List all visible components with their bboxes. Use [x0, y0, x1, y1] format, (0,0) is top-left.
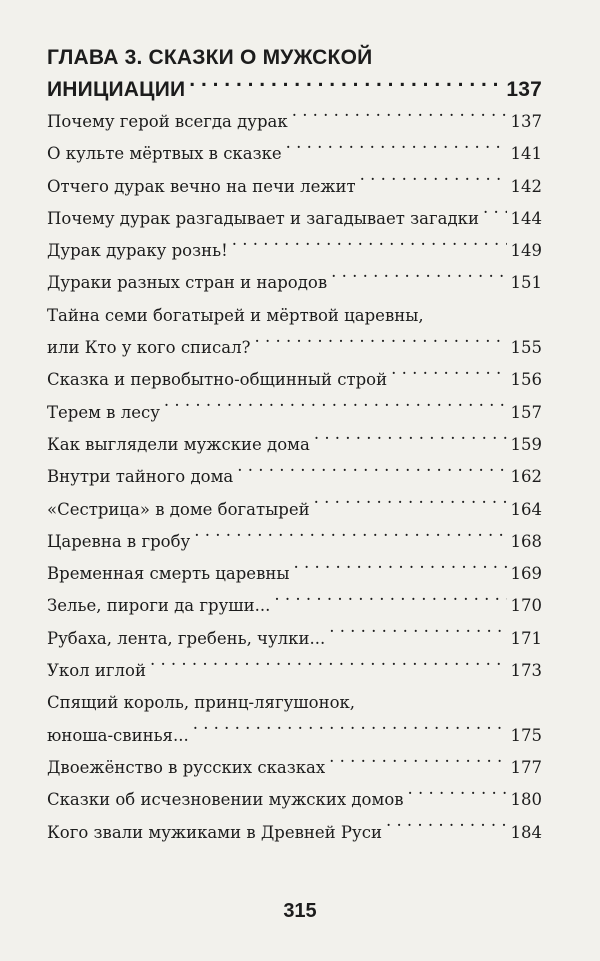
table-of-contents [47, 42, 542, 849]
dot-leader [391, 369, 506, 386]
dot-leader [254, 337, 506, 354]
dot-leader [164, 401, 507, 418]
toc-entry-title: Как выглядели мужские дома [47, 434, 310, 454]
toc-entry-page: 171 [510, 628, 542, 648]
toc-entry-line [47, 364, 542, 396]
dot-leader [294, 563, 507, 580]
dot-leader [189, 75, 502, 96]
toc-entry [47, 267, 542, 299]
dot-leader [386, 821, 507, 838]
toc-entry-title: О культе мёртвых в сказке [47, 144, 282, 164]
toc-entry-line [47, 623, 542, 655]
toc-entry [47, 752, 542, 784]
toc-entry-title: Почему герой всегда дурак [47, 112, 288, 131]
toc-entry [47, 817, 542, 849]
dot-leader [329, 627, 506, 644]
toc-entry-line [47, 332, 542, 364]
dot-leader [329, 756, 506, 773]
toc-entries [47, 106, 542, 849]
chapter-title-text: ИНИЦИАЦИИ [47, 78, 186, 101]
toc-entry-page: 184 [510, 822, 542, 842]
toc-entry-page: 137 [510, 112, 542, 131]
dot-leader [360, 175, 507, 192]
dot-leader [232, 240, 507, 257]
dot-leader [150, 660, 507, 677]
toc-entry [47, 300, 542, 365]
toc-entry-line [47, 590, 542, 622]
toc-entry [47, 687, 542, 752]
toc-entry [47, 429, 542, 461]
dot-leader [194, 530, 506, 547]
toc-entry-title: Сказки об исчезновении мужских домов [47, 790, 404, 810]
dot-leader [314, 433, 507, 450]
toc-entry-title: Внутри тайного дома [47, 467, 234, 487]
toc-entry-title: Двоежёнство в русских сказках [47, 757, 326, 777]
dot-leader [193, 724, 507, 741]
chapter-title-line1: ГЛАВА 3. СКАЗКИ О МУЖСКОЙ [47, 46, 373, 69]
toc-entry-title: Сказка и первобытно-общинный строй [47, 370, 388, 390]
toc-entry-title: Рубаха, лента, гребень, чулки... [47, 628, 326, 648]
toc-entry [47, 526, 542, 558]
dot-leader [483, 207, 507, 224]
toc-entry-page: 170 [510, 596, 542, 616]
toc-entry-line [47, 138, 542, 170]
toc-entry-line [47, 558, 542, 590]
toc-entry-line [47, 461, 542, 493]
toc-entry [47, 494, 542, 526]
toc-entry [47, 106, 542, 138]
toc-entry-page: 169 [510, 564, 542, 584]
toc-entry-line [47, 720, 542, 752]
toc-entry [47, 558, 542, 590]
toc-entry-page: 151 [510, 273, 542, 293]
chapter-page: 137 [506, 78, 542, 101]
toc-entry-line [47, 784, 542, 816]
toc-entry-page: 175 [510, 725, 542, 745]
toc-entry-title: Дураки разных стран и народов [47, 273, 328, 293]
toc-entry-line [47, 235, 542, 267]
page-number: 315 [283, 900, 317, 922]
toc-entry [47, 623, 542, 655]
dot-leader [408, 789, 507, 806]
toc-entry-title: Дурак дураку рознь! [47, 241, 228, 261]
toc-entry [47, 235, 542, 267]
toc-entry-line [47, 655, 542, 687]
toc-entry-title: Терем в лесу [47, 402, 160, 422]
toc-entry-page: 149 [510, 241, 542, 261]
toc-entry-line [47, 171, 542, 203]
toc-entry-title: Отчего дурак вечно на печи лежит [47, 176, 356, 196]
toc-entry-page: 173 [510, 661, 542, 681]
toc-entry [47, 138, 542, 170]
toc-entry-title: Почему дурак разгадывает и загадывает загадки [47, 208, 479, 228]
toc-entry-title: Временная смерть царевны [47, 564, 290, 584]
toc-entry [47, 171, 542, 203]
chapter-title-line2 [47, 74, 542, 106]
dot-leader [314, 498, 507, 515]
dot-leader [274, 595, 506, 612]
toc-entry-line [47, 203, 542, 235]
dot-leader [286, 143, 507, 160]
toc-entry-page: 142 [510, 176, 542, 196]
toc-entry-title: или Кто у кого списал? [47, 338, 251, 358]
toc-entry-page: 156 [510, 370, 542, 390]
toc-entry-title: юноша-свинья... [47, 725, 189, 745]
toc-entry [47, 784, 542, 816]
toc-entry-title: Царевна в гробу [47, 531, 191, 551]
toc-entry-page: 168 [510, 531, 542, 551]
toc-entry-page: 164 [510, 499, 542, 519]
toc-entry-title: Кого звали мужиками в Древней Руси [47, 822, 382, 842]
toc-entry-page: 157 [510, 402, 542, 422]
toc-entry-page: 144 [510, 208, 542, 228]
dot-leader [237, 466, 506, 483]
toc-entry-line [47, 106, 542, 138]
toc-entry-title: Зелье, пироги да груши... [47, 596, 271, 616]
toc-entry-title: «Сестрица» в доме богатырей [47, 499, 310, 519]
toc-entry-page: 155 [510, 338, 542, 358]
toc-entry-line [47, 752, 542, 784]
toc-entry-page: 159 [510, 434, 542, 454]
dot-leader [331, 272, 506, 289]
toc-entry-page: 141 [510, 144, 542, 164]
toc-entry-title-line1: Спящий король, принц-лягушонок, [47, 693, 356, 713]
dot-leader [292, 111, 507, 128]
toc-entry-page: 162 [510, 467, 542, 487]
toc-entry-line [47, 526, 542, 558]
toc-entry-line [47, 494, 542, 526]
toc-entry [47, 397, 542, 429]
toc-entry-line [47, 397, 542, 429]
toc-entry-line [47, 817, 542, 849]
toc-entry-page: 177 [510, 757, 542, 777]
toc-entry-title-line1: Тайна семи богатырей и мёртвой царевны, [47, 305, 424, 325]
toc-entry [47, 203, 542, 235]
toc-entry [47, 364, 542, 396]
toc-entry-line [47, 429, 542, 461]
toc-entry-page: 180 [510, 790, 542, 810]
toc-entry [47, 590, 542, 622]
toc-entry-line [47, 267, 542, 299]
toc-entry [47, 655, 542, 687]
chapter-heading [47, 42, 542, 106]
toc-entry-title: Укол иглой [47, 661, 146, 681]
toc-entry [47, 461, 542, 493]
